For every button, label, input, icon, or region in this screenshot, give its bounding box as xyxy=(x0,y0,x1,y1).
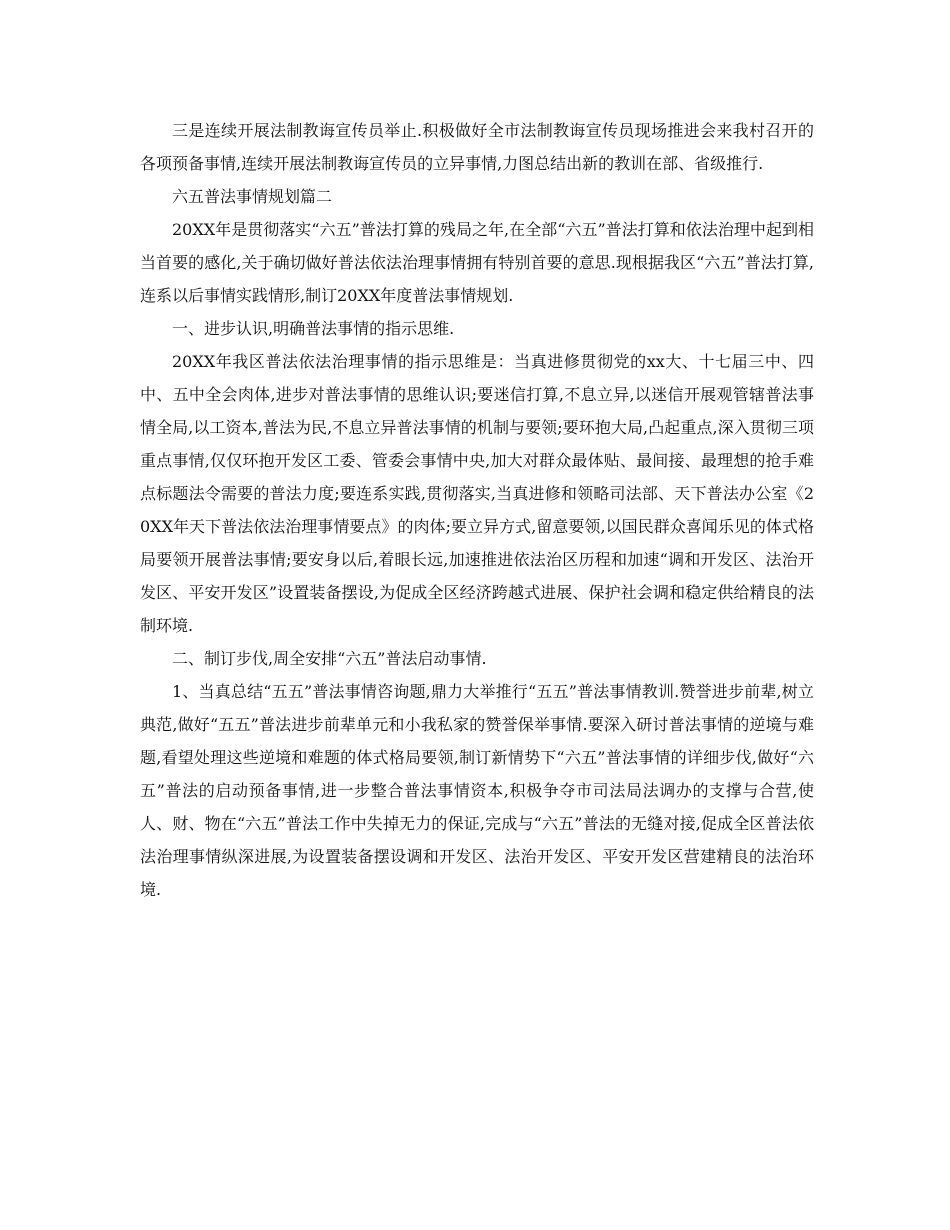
section-heading-plan-part-two: 六五普法事情规划篇二 xyxy=(172,187,333,206)
heading-guiding-thought: 一、进步认识,明确普法事情的指示思维. xyxy=(172,319,455,338)
paragraph-guiding-thought: 20XX年我区普法依法治理事情的指示思维是：当真进修贯彻党的xx大、十七届三中、四中、五中全会肉体,进步对普法事情的思维认识;要迷信打算,不息立异,以迷信开展观管辖普法事情全局,以工资本,普法为民,不息立异普法事情的机制与要领;要环抱大局,凸起重点,深入贯彻三项重点事情,仅仅环抱开发区工委、管委会事情中央,加大对群众最体贴、最间接、最理想的抢手难点标题法令需要的普法力度;要连系实践,贯彻落实,当真进修和领略司法部、天下普法办公室《20XX年天下普法依法治理事情要点》的肉体;要立异方式,留意要领,以国民群众喜闻乐见的体式格局要领开展普法事情;要安身以后,着眼长远,加速推进依法治区历程和加速“调和开发区、法治开发区、平安开发区”设置装备摆设,为促成全区经济跨越式进展、保护社会调和稳定供给精良的法制环境. xyxy=(140,352,814,635)
paragraph-promotion-item-three: 三是连续开展法制教诲宣传员举止.积极做好全市法制教诲宣传员现场推进会来我村召开的各项预备事情,连续开展法制教诲宣传员的立异事情,力图总结出新的教训在部、省级推行. xyxy=(140,121,814,173)
paragraph-measure-one: 1、当真总结“五五”普法事情咨询题,鼎力大举推行“五五”普法事情教训.赞誉进步前辈,树立典范,做好“五五”普法进步前辈单元和小我私家的赞誉保举事情.要深入研讨普法事情的逆境与难题,看望处理这些逆境和难题的体式格局要领,制订新情势下“六五”普法事情的详细步伐,做好“六五”普法的启动预备事情,进一步整合普法事情资本,积极争夺市司法局法调办的支撑与合营,使人、财、物在“六五”普法工作中失掉无力的保证,完成与“六五”普法的无缝对接,促成全区普法依法治理事情纵深进展,为设置装备摆设调和开发区、法治开发区、平安开发区营建精良的法治环境. xyxy=(140,682,814,899)
heading-launch-measures: 二、制订步伐,周全安排“六五”普法启动事情. xyxy=(172,649,487,668)
paragraph-year-overview: 20XX年是贯彻落实“六五”普法打算的残局之年,在全部“六五”普法打算和依法治理中起到相当首要的感化,关于确切做好普法依法治理事情拥有特别首要的意思.现根据我区“六五”普法打算,连系以后事情实践情形,制订20XX年度普法事情规划. xyxy=(140,220,814,305)
